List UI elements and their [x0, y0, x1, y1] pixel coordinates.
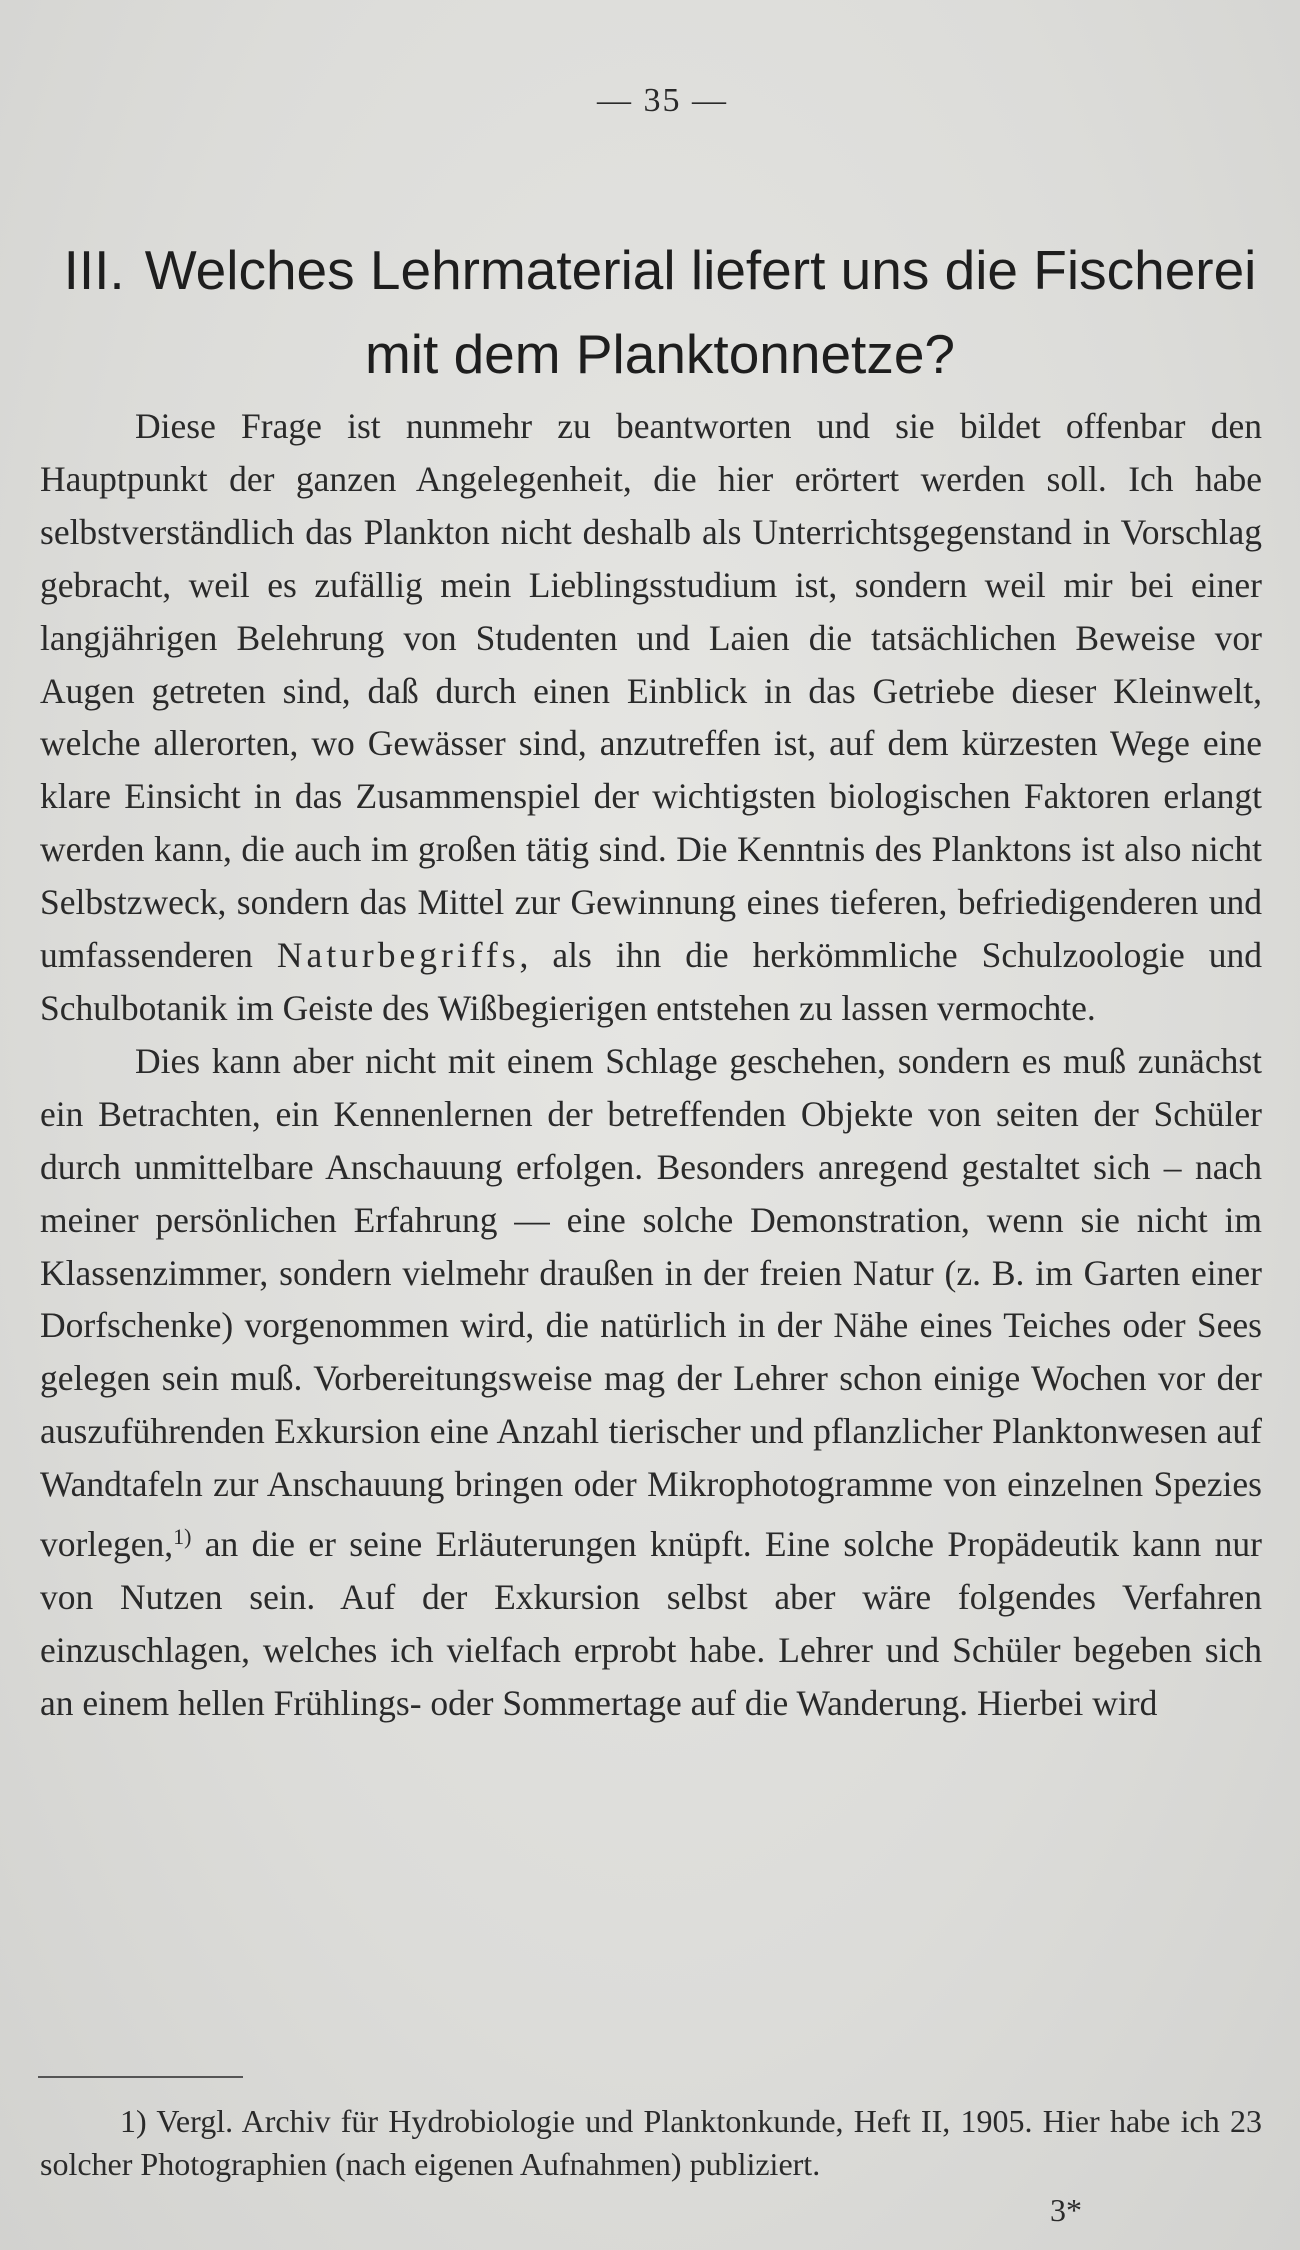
page-number: — 35 — — [597, 82, 728, 119]
footnote-reference[interactable]: 1) — [173, 1524, 192, 1550]
footnote-text: 1) Vergl. Archiv für Hydrobiologie und Planktonkunde, Heft II, 1905. Hier habe ich 23 solcher Photographien (nach eigenen Aufnahmen) publiziert. — [40, 2103, 1262, 2182]
body-text — [40, 400, 1262, 1730]
paragraph-text: Diese Frage ist nunmehr zu beantworten und sie bildet offenbar den Hauptpunkt der ganzen Angelegenheit, die hier erörtert werden soll. Ich habe selbstverständlich das Plankton nicht deshalb als Unterrichtsgegenstand in Vorschlag gebracht, weil es zufällig mein Lieblingsstudium ist, sondern weil mir bei einer langjährigen Belehrung von Studenten und Laien die tatsächlichen Beweise vor Augen getreten sind, daß durch einen Einblick in das Getriebe dieser Kleinwelt, welche allerorten, wo Gewässer sind, anzutreffen ist, auf dem kürzesten Wege eine klare Einsicht in das Zusammenspiel der wichtigsten biologischen Faktoren erlangt werden kann, die auch im großen tätig sind. Die Kenntnis des Planktons ist also nicht Selbstzweck, sondern das Mittel zur Gewinnung eines tieferen, befriedigenderen und umfassenderen — [40, 406, 1262, 976]
paragraph-text: , als ihn die herkömmliche Schulzoologie und Schulbotanik im Geiste des Wißbegierigen entstehen zu lassen vermochte. — [40, 935, 1262, 1028]
paragraph — [40, 400, 1262, 1035]
footnote-divider — [38, 2076, 243, 2078]
paragraph-text: an die er seine Erläuterungen knüpft. Eine solche Propädeutik kann nur von Nutzen sein. Auf der Exkursion selbst aber wäre folgendes Verfahren einzuschlagen, welches ich vielfach erprobt habe. Lehrer und Schüler begeben sich an einem hellen Frühlings- oder Sommertage auf die Wanderung. Hierbei wird — [40, 1524, 1262, 1723]
paragraph-text: Dies kann aber nicht mit einem Schlage geschehen, sondern es muß zunächst ein Betrachten, ein Kennenlernen der betreffenden Objekte von seiten der Schüler durch unmittelbare Anschauung erfolgen. Besonders anregend gestaltet sich – nach meiner persönlichen Erfahrung — eine solche Demonstration, wenn sie nicht im Klassenzimmer, sondern vielmehr draußen in der freien Natur (z. B. im Garten einer Dorfschenke) vorgenommen wird, die natürlich in der Nähe eines Teiches oder Sees gelegen sein muß. Vorbereitungsweise mag der Lehrer schon einige Wochen vor der auszuführenden Exkursion eine Anzahl tierischer und pflanzlicher Planktonwesen auf Wandtafeln zur Anschauung bringen oder Mikrophotogramme von einzelnen Spezies vorlegen, — [40, 1040, 1262, 1565]
chapter-title: Welches Lehrmaterial liefert uns die Fischerei mit dem Planktonnetze? — [144, 239, 1257, 385]
signature-mark: 3* — [1050, 2192, 1082, 2228]
paragraph — [40, 1035, 1262, 1730]
chapter-number: III. — [63, 239, 125, 301]
footnote — [40, 2100, 1262, 2186]
emphasized-term: Naturbegriffs — [276, 935, 520, 976]
chapter-heading — [40, 228, 1280, 396]
